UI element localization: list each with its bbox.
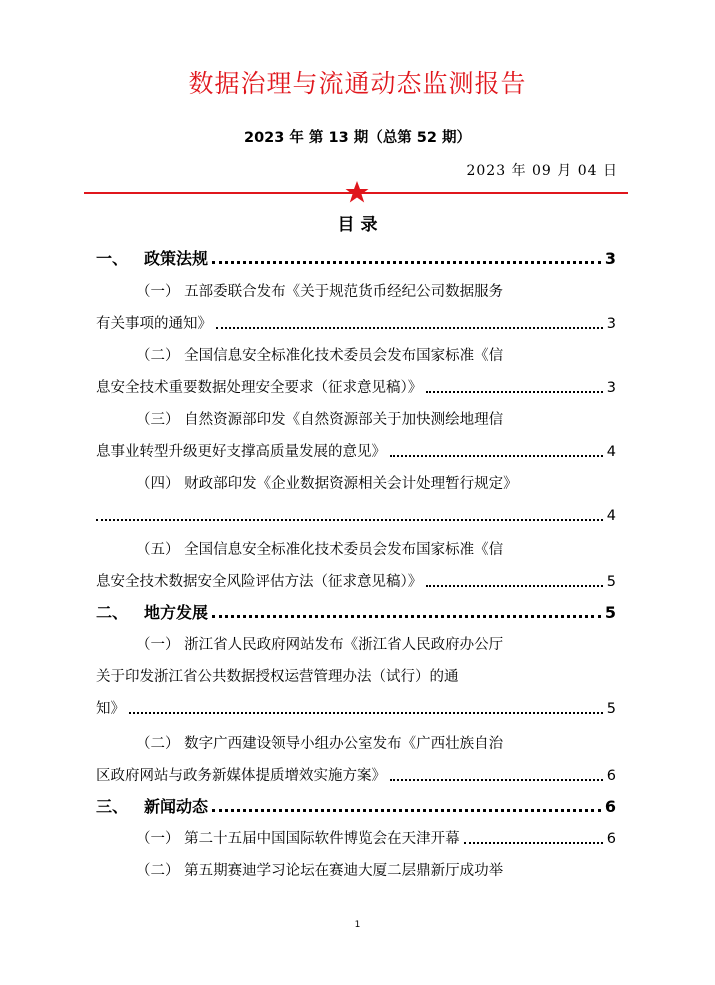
page-ref: 3 — [606, 380, 616, 396]
dot-leader — [216, 327, 603, 329]
page-ref: 5 — [604, 603, 616, 622]
toc-item-line: 息安全技术数据安全风险评估方法（征求意见稿）》 — [96, 574, 423, 590]
dot-leader — [426, 585, 603, 587]
page-ref: 5 — [606, 701, 616, 717]
section-number: 三、 — [96, 797, 129, 816]
issue-number: 2023 年 第 13 期（总第 52 期） — [243, 130, 471, 146]
section-title: 政策法规 — [144, 249, 209, 268]
page-ref: 3 — [606, 316, 616, 332]
section-title: 新闻动态 — [144, 797, 209, 816]
toc-item[interactable] — [96, 410, 616, 462]
toc-item-line: 知》 — [96, 701, 125, 717]
issue-date: 2023 年 09 月 04 日 — [466, 163, 618, 179]
toc-item[interactable] — [96, 346, 616, 398]
toc-item[interactable] — [96, 734, 616, 786]
toc-item[interactable] — [96, 540, 616, 592]
dot-leader — [390, 455, 603, 457]
page-ref: 4 — [606, 444, 616, 460]
toc-item-line: （一） 五部委联合发布《关于规范货币经纪公司数据服务 — [136, 284, 504, 300]
toc-item-line: （一） 浙江省人民政府网站发布《浙江省人民政府办公厅 — [136, 637, 504, 653]
toc-item-line: （五） 全国信息安全标准化技术委员会发布国家标准《信 — [136, 542, 504, 558]
page-ref: 6 — [604, 797, 616, 816]
report-title: 数据治理与流通动态监测报告 — [188, 69, 527, 98]
dot-leader — [212, 615, 601, 618]
toc-item-line: （四） 财政部印发《企业数据资源相关会计处理暂行规定》 — [136, 476, 518, 492]
dot-leader — [129, 712, 603, 714]
toc-item-line: （二） 全国信息安全标准化技术委员会发布国家标准《信 — [136, 348, 504, 364]
page-ref: 3 — [604, 249, 616, 268]
toc-item[interactable] — [96, 861, 616, 881]
section-title: 地方发展 — [144, 603, 209, 622]
dot-leader — [426, 391, 603, 393]
toc-item-line: （二） 第五期赛迪学习论坛在赛迪大厦二层鼎新厅成功举 — [136, 863, 504, 879]
page-ref: 5 — [606, 574, 616, 590]
dot-leader — [464, 842, 603, 844]
toc-section[interactable] — [96, 603, 616, 623]
toc-item[interactable] — [96, 282, 616, 334]
toc-item-line: 有关事项的通知》 — [96, 316, 212, 332]
dot-leader — [390, 779, 603, 781]
toc-item-line: 息安全技术重要数据处理安全要求（征求意见稿）》 — [96, 380, 423, 396]
page-ref: 6 — [606, 831, 616, 847]
page-ref: 4 — [606, 508, 616, 524]
toc-item-line: （三） 自然资源部印发《自然资源部关于加快测绘地理信 — [136, 412, 504, 428]
toc-section[interactable] — [96, 797, 616, 817]
toc-heading: 目 录 — [337, 215, 378, 235]
dot-leader — [212, 809, 601, 812]
toc-section[interactable] — [96, 249, 616, 269]
toc-item-line: 区政府网站与政务新媒体提质增效实施方案》 — [96, 768, 386, 784]
dot-leader — [96, 519, 603, 521]
toc-item-line: 息事业转型升级更好支撑高质量发展的意见》 — [96, 444, 386, 460]
toc-item-line: （二） 数字广西建设领导小组办公室发布《广西壮族自治 — [136, 736, 504, 752]
toc-item[interactable] — [96, 474, 616, 526]
dot-leader — [212, 261, 601, 264]
section-number: 二、 — [96, 603, 129, 622]
section-number: 一、 — [96, 249, 129, 268]
star-icon — [345, 180, 369, 204]
page-ref: 6 — [606, 768, 616, 784]
toc-item[interactable] — [96, 635, 616, 719]
toc-item-line: 关于印发浙江省公共数据授权运营管理办法（试行）的通 — [96, 669, 459, 685]
page-number: 1 — [354, 920, 361, 930]
toc-item[interactable] — [96, 829, 616, 849]
toc-item-line: （一） 第二十五届中国国际软件博览会在天津开幕 — [136, 831, 460, 847]
